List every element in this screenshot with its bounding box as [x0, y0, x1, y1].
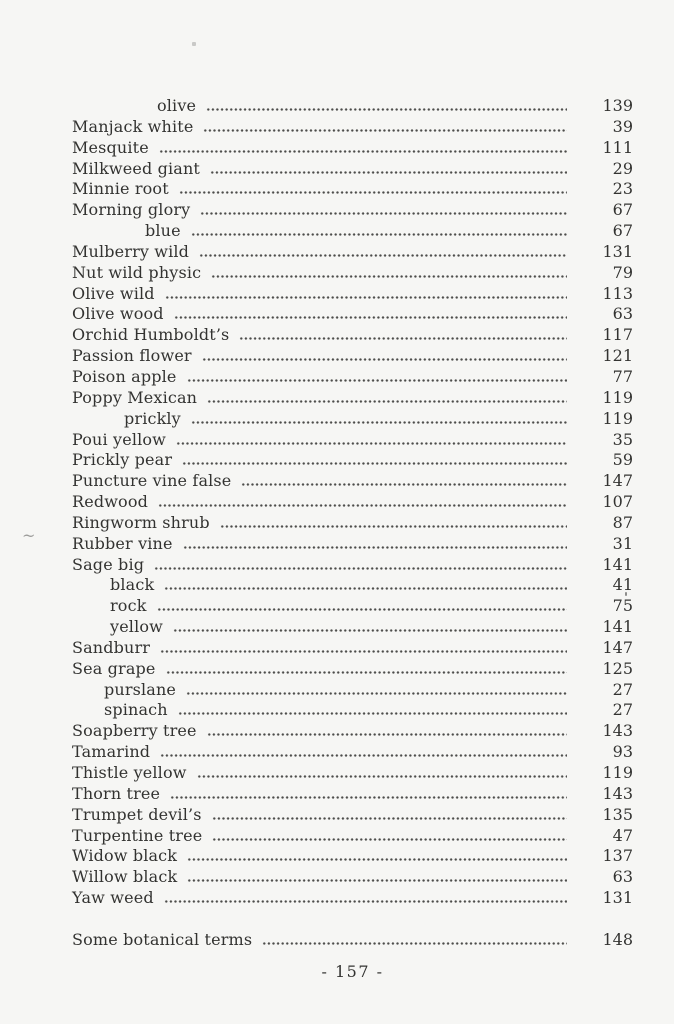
index-entry-name: Sandburr [72, 637, 151, 657]
index-entry-page: 131 [602, 888, 633, 908]
index-entry-page: 148 [602, 929, 633, 949]
dot-leader [160, 754, 567, 757]
index-entry-page: 137 [602, 846, 633, 866]
dot-leader [191, 421, 567, 424]
index-row [72, 117, 633, 138]
index-row [72, 513, 633, 534]
index-entry-name: yellow [110, 617, 163, 637]
index-entry-name: Soapberry tree [72, 721, 197, 741]
index-entry-page: 35 [612, 429, 633, 449]
index-entry-name: Manjack white [72, 116, 194, 136]
index-entry-name: Widow black [72, 846, 178, 866]
index-row [72, 534, 633, 555]
index-entry-page: 23 [612, 179, 633, 199]
index-row [72, 492, 633, 513]
page-number-footer: - 157 - [321, 962, 384, 981]
index-entry-name: rock [110, 596, 147, 616]
index-row [72, 346, 633, 367]
dot-leader [158, 504, 567, 507]
index-entry-name: blue [145, 221, 181, 241]
index-entry-page: 119 [602, 763, 633, 782]
index-entry-name: Willow black [72, 867, 178, 887]
dot-leader [178, 712, 567, 715]
index-entry-page: 47 [612, 825, 633, 845]
index-row [72, 846, 633, 867]
index-entry-name: Morning glory [72, 200, 191, 220]
index-entry-page: 139 [602, 96, 633, 115]
index-entry-page: 143 [602, 783, 633, 803]
index-entry-name: Rubber vine [72, 533, 173, 553]
dot-leader [200, 212, 567, 215]
index-entry-name: Trumpet devil’s [72, 804, 202, 824]
index-entry-page: 77 [612, 366, 633, 386]
dot-leader [154, 567, 567, 570]
dot-leader [187, 858, 567, 861]
index-entry-name: Mulberry wild [72, 241, 190, 261]
index-row [72, 138, 633, 159]
index-row [72, 867, 633, 888]
index-entry-page: 147 [602, 471, 633, 491]
index-entry-name: Redwood [72, 492, 149, 512]
index-row [72, 200, 633, 221]
index-entry-page: 63 [612, 304, 633, 324]
dot-leader [262, 942, 567, 945]
index-entry-page: 63 [612, 867, 633, 887]
dot-leader [159, 150, 567, 153]
index-entry-page: 41 [612, 575, 633, 595]
index-row [72, 826, 633, 847]
index-row [72, 263, 633, 284]
index-entry-page: 31 [612, 533, 633, 553]
index-entry-page: 125 [602, 658, 633, 678]
index-entry-name: Nut wild physic [72, 262, 202, 282]
dot-leader [165, 296, 567, 299]
index-entry-name: purslane [104, 679, 177, 699]
dot-leader [164, 900, 567, 903]
index-entry-page: 111 [602, 137, 633, 157]
dot-leader [166, 671, 567, 674]
index-entry-page: 67 [612, 221, 633, 241]
index-entry-name: Prickly pear [72, 450, 173, 470]
index-row [72, 471, 633, 492]
scan-speck-artifact [192, 42, 196, 46]
index-entry-page: 113 [602, 283, 633, 303]
dot-leader [176, 442, 567, 445]
dot-leader [174, 316, 567, 319]
index-row [72, 721, 633, 742]
index-entry-name: Orchid Humboldt’s [72, 325, 230, 345]
index-entry-page: 141 [602, 554, 633, 574]
dot-leader [157, 608, 567, 611]
index-row [72, 763, 633, 784]
index-entry-page: 121 [602, 346, 633, 366]
index-entry-page: 119 [602, 387, 633, 407]
dot-leader [182, 462, 567, 465]
index-entry-name: spinach [104, 700, 168, 720]
index-entry-page: 75 [612, 596, 633, 616]
dot-leader [212, 838, 567, 841]
index-row [72, 680, 633, 701]
index-entry-page: 59 [612, 450, 633, 470]
index-entry-name: Sage big [72, 554, 145, 574]
index-entry-page: 27 [612, 700, 633, 720]
dot-leader [164, 587, 567, 590]
index-row [72, 596, 633, 617]
index-entry-page: 135 [602, 804, 633, 824]
index-entry-name: Puncture vine false [72, 471, 232, 491]
index-entry-name: Sea grape [72, 658, 156, 678]
index-entry-page: 93 [612, 742, 633, 762]
index-entry-name: Turpentine tree [72, 825, 203, 845]
index-entry-name: Minnie root [72, 179, 169, 199]
index-row [72, 221, 633, 242]
index-row [72, 575, 633, 596]
index-entry-page: 143 [602, 721, 633, 741]
index-entry-name: Poppy Mexican [72, 387, 198, 407]
dot-leader [207, 733, 567, 736]
index-entry-page: 131 [602, 241, 633, 261]
dot-leader [187, 879, 567, 882]
index-entry-page: 147 [602, 637, 633, 657]
index-row [72, 930, 633, 951]
dot-leader [183, 546, 567, 549]
dot-leader [211, 275, 567, 278]
dot-leader [203, 129, 567, 132]
index-row [72, 784, 633, 805]
index-entry-page: 29 [612, 158, 633, 178]
index-entry-name: Mesquite [72, 137, 149, 157]
dot-leader [179, 191, 567, 194]
index-entry-name: Thorn tree [72, 783, 161, 803]
index-entry-page: 107 [602, 492, 633, 512]
index-row [72, 159, 633, 180]
index-entry-name: Tamarind [72, 742, 151, 762]
index-row [72, 742, 633, 763]
index-entry-name: black [110, 575, 155, 595]
dot-leader [220, 525, 567, 528]
index-row [72, 450, 633, 471]
dot-leader [160, 650, 567, 653]
index-entry-name: Poui yellow [72, 429, 166, 449]
dot-leader [197, 775, 567, 778]
index-entry-page: 67 [612, 200, 633, 220]
dot-leader [210, 171, 567, 174]
index-row [72, 242, 633, 263]
index-row [72, 617, 633, 638]
index-row [72, 700, 633, 721]
dot-leader [206, 108, 567, 111]
index-entry-page: 79 [612, 262, 633, 282]
index-row [72, 409, 633, 430]
dot-leader [207, 400, 567, 403]
index-entry-name: Some botanical terms [72, 929, 253, 949]
dot-leader [239, 337, 567, 340]
index-entry-name: Olive wild [72, 283, 155, 303]
index-row [72, 304, 633, 325]
index-row [72, 367, 633, 388]
index-row [72, 555, 633, 576]
index-row [72, 430, 633, 451]
index-entry-name: Passion flower [72, 346, 192, 366]
index-entry-name: Poison apple [72, 366, 177, 386]
index-entry-name: Olive wood [72, 304, 164, 324]
index-row [72, 325, 633, 346]
margin-mark: ~ [22, 526, 36, 545]
dot-leader [173, 629, 567, 632]
index-entry-page: 87 [612, 512, 633, 532]
index-row [72, 805, 633, 826]
index-row [72, 888, 633, 909]
index-entry-name: olive [157, 96, 197, 115]
index-row [72, 388, 633, 409]
dot-leader [241, 483, 567, 486]
index-entry-name: prickly [124, 408, 181, 428]
index-entry-page: 117 [602, 325, 633, 345]
dot-leader [186, 692, 567, 695]
index-row [72, 179, 633, 200]
index-row [72, 638, 633, 659]
index-entry-name: Yaw weed [72, 888, 154, 908]
index-entry-name: Ringworm shrub [72, 512, 210, 532]
index-entry-page: 27 [612, 679, 633, 699]
dot-leader [212, 817, 567, 820]
index-entry-page: 119 [602, 408, 633, 428]
dot-leader [187, 379, 567, 382]
index-entry-name: Milkweed giant [72, 158, 201, 178]
index-entry-page: 39 [612, 116, 633, 136]
index-entry-page: 141 [602, 617, 633, 637]
index-row [72, 284, 633, 305]
index-row [72, 96, 633, 117]
index-entry-name: Thistle yellow [72, 763, 187, 782]
index-list [72, 96, 633, 951]
dot-leader [170, 796, 567, 799]
dot-leader [191, 233, 567, 236]
index-row [72, 659, 633, 680]
dot-leader [199, 254, 567, 257]
dot-leader [202, 358, 567, 361]
